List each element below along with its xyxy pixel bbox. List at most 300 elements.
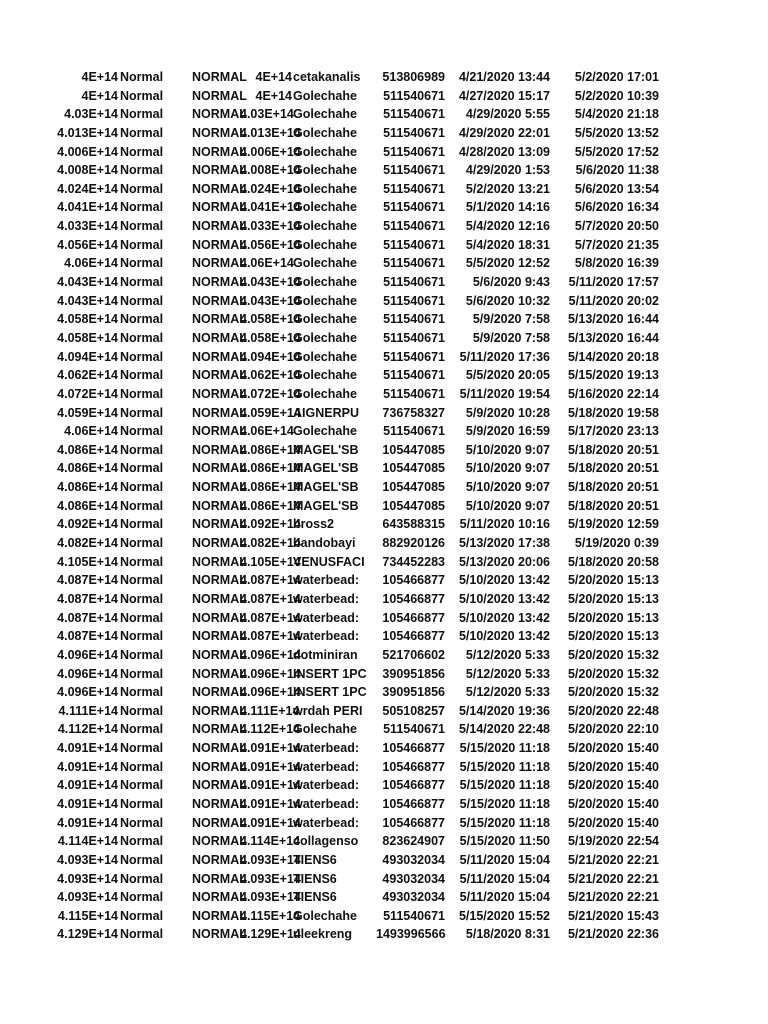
number-cell: 511540671 <box>383 312 445 327</box>
start-date-cell: 4/21/2020 13:44 <box>458 70 550 84</box>
reference-id-cell: 4.086E+14 <box>240 461 301 476</box>
start-date-cell: 5/18/2020 8:31 <box>465 927 550 942</box>
start-date-cell: 5/9/2020 7:58 <box>472 312 550 327</box>
order-id-cell: 4.056E+14 <box>57 237 118 252</box>
reference-id-cell: 4.072E+14 <box>240 386 301 401</box>
number-cell: 511540671 <box>383 163 445 178</box>
type-cell: NORMAL <box>192 591 247 606</box>
reference-id-cell: 4.092E+14 <box>240 517 301 532</box>
status-cell: Normal <box>120 647 164 662</box>
status-cell: Normal <box>120 219 164 234</box>
reference-id-cell: 4.091E+14 <box>240 759 301 774</box>
order-id-cell: 4.041E+14 <box>57 200 118 215</box>
product-name-cell: TIENS6 <box>293 890 337 905</box>
status-cell: Normal <box>120 703 164 718</box>
number-cell: 105466877 <box>382 759 445 774</box>
status-cell: Normal <box>120 405 164 420</box>
table-row <box>0 907 768 926</box>
product-name-cell: Golechahe <box>293 722 357 737</box>
end-date-cell: 5/20/2020 22:10 <box>567 722 659 737</box>
status-cell: Normal <box>120 200 164 215</box>
product-name-cell: waterbead: <box>293 815 359 830</box>
table-row <box>0 441 768 460</box>
table-row <box>0 571 768 590</box>
reference-id-cell: 4.086E+14 <box>240 480 301 495</box>
number-cell: 643588315 <box>382 517 445 532</box>
product-name-cell: MAGEL'SB <box>293 480 359 495</box>
end-date-cell: 5/4/2020 21:18 <box>574 107 659 122</box>
type-cell: NORMAL <box>192 610 247 625</box>
product-name-cell: dotminiran <box>293 647 358 662</box>
table-row <box>0 422 768 441</box>
reference-id-cell: 4.105E+14 <box>240 554 301 569</box>
order-id-cell: 4.086E+14 <box>57 498 118 513</box>
reference-id-cell: 4.059E+14 <box>240 405 301 420</box>
order-id-cell: 4.086E+14 <box>57 442 118 457</box>
product-name-cell: wrdah PERI <box>293 703 363 718</box>
reference-id-cell: 4.091E+14 <box>240 778 301 793</box>
type-cell: NORMAL <box>192 200 247 215</box>
status-cell: Normal <box>120 386 164 401</box>
order-id-cell: 4.093E+14 <box>57 871 118 886</box>
reference-id-cell: 4.03E+14 <box>240 107 294 122</box>
table-row <box>0 292 768 311</box>
reference-id-cell: 4.129E+14 <box>240 927 301 942</box>
number-cell: 105466877 <box>382 815 445 830</box>
table-row <box>0 404 768 423</box>
type-cell: NORMAL <box>192 573 247 588</box>
product-name-cell: Golechahe <box>293 275 357 290</box>
end-date-cell: 5/19/2020 0:39 <box>574 536 659 551</box>
table-row <box>0 534 768 553</box>
reference-id-cell: 4.06E+14 <box>240 424 294 439</box>
table-row <box>0 329 768 348</box>
number-cell: 390951856 <box>382 685 445 700</box>
product-name-cell: Golechahe <box>293 349 357 364</box>
table-row <box>0 739 768 758</box>
type-cell: NORMAL <box>192 70 247 84</box>
start-date-cell: 4/27/2020 15:17 <box>458 88 550 103</box>
number-cell: 513806989 <box>382 70 445 84</box>
table-row <box>0 888 768 907</box>
order-id-cell: 4E+14 <box>81 88 118 103</box>
reference-id-cell: 4.024E+14 <box>240 181 301 196</box>
status-cell: Normal <box>120 536 164 551</box>
type-cell: NORMAL <box>192 237 247 252</box>
end-date-cell: 5/20/2020 22:48 <box>567 703 659 718</box>
status-cell: Normal <box>120 256 164 271</box>
type-cell: NORMAL <box>192 293 247 308</box>
order-id-cell: 4.082E+14 <box>57 536 118 551</box>
number-cell: 511540671 <box>383 107 445 122</box>
status-cell: Normal <box>120 144 164 159</box>
type-cell: NORMAL <box>192 163 247 178</box>
reference-id-cell: 4.086E+14 <box>240 498 301 513</box>
product-name-cell: waterbead: <box>293 778 359 793</box>
start-date-cell: 5/10/2020 9:07 <box>465 480 550 495</box>
order-id-cell: 4.013E+14 <box>57 125 118 140</box>
end-date-cell: 5/18/2020 20:51 <box>567 461 659 476</box>
table-row <box>0 497 768 516</box>
product-name-cell: waterbead: <box>293 796 359 811</box>
order-id-cell: 4.06E+14 <box>64 256 118 271</box>
product-name-cell: MAGEL'SB <box>293 442 359 457</box>
table-row <box>0 348 768 367</box>
type-cell: NORMAL <box>192 517 247 532</box>
type-cell: NORMAL <box>192 629 247 644</box>
reference-id-cell: 4.06E+14 <box>240 256 294 271</box>
number-cell: 511540671 <box>383 424 445 439</box>
start-date-cell: 5/10/2020 9:07 <box>465 461 550 476</box>
start-date-cell: 5/6/2020 9:43 <box>472 275 550 290</box>
order-id-cell: 4.043E+14 <box>57 293 118 308</box>
reference-id-cell: 4.013E+14 <box>240 125 301 140</box>
product-name-cell: bandobayi <box>293 536 356 551</box>
order-id-cell: 4.091E+14 <box>57 778 118 793</box>
table-row <box>0 273 768 292</box>
end-date-cell: 5/21/2020 22:36 <box>567 927 659 942</box>
table-row <box>0 180 768 199</box>
type-cell: NORMAL <box>192 908 247 923</box>
product-name-cell: Golechahe <box>293 908 357 923</box>
type-cell: NORMAL <box>192 219 247 234</box>
end-date-cell: 5/17/2020 23:13 <box>567 424 659 439</box>
reference-id-cell: 4.093E+14 <box>240 890 301 905</box>
type-cell: NORMAL <box>192 852 247 867</box>
end-date-cell: 5/13/2020 16:44 <box>567 312 659 327</box>
table-row <box>0 124 768 143</box>
number-cell: 511540671 <box>383 88 445 103</box>
type-cell: NORMAL <box>192 256 247 271</box>
number-cell: 493032034 <box>382 852 445 867</box>
order-id-cell: 4.058E+14 <box>57 312 118 327</box>
order-id-cell: 4.024E+14 <box>57 181 118 196</box>
product-name-cell: waterbead: <box>293 610 359 625</box>
reference-id-cell: 4.091E+14 <box>240 796 301 811</box>
start-date-cell: 5/15/2020 11:18 <box>459 741 550 756</box>
table-row <box>0 105 768 124</box>
order-id-cell: 4.06E+14 <box>64 424 118 439</box>
product-name-cell: waterbead: <box>293 759 359 774</box>
end-date-cell: 5/11/2020 20:02 <box>568 293 659 308</box>
type-cell: NORMAL <box>192 536 247 551</box>
reference-id-cell: 4.033E+14 <box>240 219 301 234</box>
start-date-cell: 5/12/2020 5:33 <box>465 685 550 700</box>
status-cell: Normal <box>120 685 164 700</box>
end-date-cell: 5/13/2020 16:44 <box>567 330 659 345</box>
number-cell: 105466877 <box>382 591 445 606</box>
start-date-cell: 5/15/2020 11:50 <box>459 834 550 849</box>
product-name-cell: waterbead: <box>293 573 359 588</box>
product-name-cell: MAGEL'SB <box>293 461 359 476</box>
status-cell: Normal <box>120 871 164 886</box>
end-date-cell: 5/15/2020 19:13 <box>567 368 659 383</box>
table-row <box>0 702 768 721</box>
number-cell: 511540671 <box>383 293 445 308</box>
number-cell: 882920126 <box>382 536 445 551</box>
type-cell: NORMAL <box>192 480 247 495</box>
table-row <box>0 198 768 217</box>
start-date-cell: 5/11/2020 15:04 <box>459 890 550 905</box>
order-id-cell: 4.091E+14 <box>57 796 118 811</box>
reference-id-cell: 4.058E+14 <box>240 312 301 327</box>
product-name-cell: bross2 <box>293 517 334 532</box>
type-cell: NORMAL <box>192 722 247 737</box>
end-date-cell: 5/21/2020 15:43 <box>567 908 659 923</box>
product-name-cell: Golechahe <box>293 330 357 345</box>
table-row <box>0 217 768 236</box>
start-date-cell: 5/2/2020 13:21 <box>465 181 550 196</box>
status-cell: Normal <box>120 330 164 345</box>
type-cell: NORMAL <box>192 275 247 290</box>
status-cell: Normal <box>120 461 164 476</box>
reference-id-cell: 4E+14 <box>255 70 292 84</box>
number-cell: 511540671 <box>383 386 445 401</box>
status-cell: Normal <box>120 424 164 439</box>
order-id-cell: 4.111E+14 <box>58 703 118 718</box>
order-id-cell: 4.008E+14 <box>57 163 118 178</box>
table-row <box>0 683 768 702</box>
number-cell: 390951856 <box>382 666 445 681</box>
end-date-cell: 5/21/2020 22:21 <box>567 890 659 905</box>
product-name-cell: TIENS6 <box>293 871 337 886</box>
table-row <box>0 851 768 870</box>
table-row <box>0 310 768 329</box>
number-cell: 511540671 <box>383 219 445 234</box>
reference-id-cell: 4.086E+14 <box>240 442 301 457</box>
number-cell: 736758327 <box>382 405 445 420</box>
order-id-cell: 4E+14 <box>81 70 118 84</box>
table-row <box>0 254 768 273</box>
order-id-cell: 4.087E+14 <box>57 629 118 644</box>
start-date-cell: 5/14/2020 22:48 <box>458 722 550 737</box>
type-cell: NORMAL <box>192 703 247 718</box>
type-cell: NORMAL <box>192 125 247 140</box>
order-id-cell: 4.087E+14 <box>57 591 118 606</box>
table-row <box>0 646 768 665</box>
status-cell: Normal <box>120 312 164 327</box>
start-date-cell: 5/10/2020 13:42 <box>458 573 550 588</box>
number-cell: 734452283 <box>382 554 445 569</box>
number-cell: 511540671 <box>383 125 445 140</box>
number-cell: 105447085 <box>382 480 445 495</box>
reference-id-cell: 4.056E+14 <box>240 237 301 252</box>
reference-id-cell: 4.006E+14 <box>240 144 301 159</box>
start-date-cell: 5/13/2020 17:38 <box>458 536 550 551</box>
start-date-cell: 5/10/2020 13:42 <box>458 591 550 606</box>
end-date-cell: 5/20/2020 15:40 <box>567 759 659 774</box>
table-row <box>0 776 768 795</box>
reference-id-cell: 4E+14 <box>255 88 292 103</box>
end-date-cell: 5/16/2020 22:14 <box>567 386 659 401</box>
reference-id-cell: 4.043E+14 <box>240 293 301 308</box>
end-date-cell: 5/5/2020 17:52 <box>574 144 659 159</box>
table-row <box>0 590 768 609</box>
product-name-cell: collagenso <box>293 834 359 849</box>
end-date-cell: 5/18/2020 20:51 <box>567 480 659 495</box>
product-name-cell: Golechahe <box>293 144 357 159</box>
number-cell: 511540671 <box>383 349 445 364</box>
table-row <box>0 515 768 534</box>
end-date-cell: 5/21/2020 22:21 <box>567 852 659 867</box>
reference-id-cell: 4.094E+14 <box>240 349 301 364</box>
order-id-cell: 4.096E+14 <box>57 685 118 700</box>
status-cell: Normal <box>120 125 164 140</box>
status-cell: Normal <box>120 778 164 793</box>
status-cell: Normal <box>120 275 164 290</box>
order-id-cell: 4.092E+14 <box>57 517 118 532</box>
product-name-cell: Golechahe <box>293 424 357 439</box>
reference-id-cell: 4.096E+14 <box>240 666 301 681</box>
order-id-cell: 4.091E+14 <box>57 741 118 756</box>
end-date-cell: 5/18/2020 20:51 <box>567 498 659 513</box>
start-date-cell: 5/5/2020 20:05 <box>465 368 550 383</box>
start-date-cell: 4/29/2020 1:53 <box>465 163 550 178</box>
type-cell: NORMAL <box>192 796 247 811</box>
product-name-cell: Golechahe <box>293 181 357 196</box>
product-name-cell: AIGNERPU <box>293 405 359 420</box>
type-cell: NORMAL <box>192 442 247 457</box>
reference-id-cell: 4.111E+14 <box>240 703 300 718</box>
reference-id-cell: 4.093E+14 <box>240 871 301 886</box>
type-cell: NORMAL <box>192 890 247 905</box>
table-row <box>0 143 768 162</box>
status-cell: Normal <box>120 554 164 569</box>
status-cell: Normal <box>120 70 164 84</box>
product-name-cell: Golechahe <box>293 107 357 122</box>
product-name-cell: MAGEL'SB <box>293 498 359 513</box>
number-cell: 823624907 <box>382 834 445 849</box>
table-row <box>0 720 768 739</box>
start-date-cell: 5/15/2020 11:18 <box>459 815 550 830</box>
type-cell: NORMAL <box>192 834 247 849</box>
order-id-cell: 4.006E+14 <box>57 144 118 159</box>
type-cell: NORMAL <box>192 498 247 513</box>
end-date-cell: 5/5/2020 13:52 <box>574 125 659 140</box>
start-date-cell: 5/15/2020 11:18 <box>459 796 550 811</box>
status-cell: Normal <box>120 181 164 196</box>
table-row <box>0 814 768 833</box>
status-cell: Normal <box>120 480 164 495</box>
number-cell: 105466877 <box>382 573 445 588</box>
reference-id-cell: 4.082E+14 <box>240 536 301 551</box>
type-cell: NORMAL <box>192 741 247 756</box>
number-cell: 511540671 <box>383 237 445 252</box>
order-id-cell: 4.091E+14 <box>57 759 118 774</box>
number-cell: 511540671 <box>383 722 445 737</box>
reference-id-cell: 4.087E+14 <box>240 573 301 588</box>
status-cell: Normal <box>120 852 164 867</box>
reference-id-cell: 4.041E+14 <box>240 200 301 215</box>
order-id-cell: 4.096E+14 <box>57 666 118 681</box>
number-cell: 105447085 <box>382 498 445 513</box>
order-id-cell: 4.093E+14 <box>57 852 118 867</box>
end-date-cell: 5/14/2020 20:18 <box>567 349 659 364</box>
end-date-cell: 5/20/2020 15:32 <box>567 647 659 662</box>
number-cell: 511540671 <box>383 330 445 345</box>
end-date-cell: 5/20/2020 15:13 <box>567 629 659 644</box>
product-name-cell: Golechahe <box>293 293 357 308</box>
order-id-cell: 4.033E+14 <box>57 219 118 234</box>
table-row <box>0 795 768 814</box>
type-cell: NORMAL <box>192 927 247 942</box>
start-date-cell: 4/28/2020 13:09 <box>458 144 550 159</box>
start-date-cell: 5/6/2020 10:32 <box>465 293 550 308</box>
product-name-cell: Golechahe <box>293 237 357 252</box>
type-cell: NORMAL <box>192 461 247 476</box>
status-cell: Normal <box>120 573 164 588</box>
start-date-cell: 4/29/2020 22:01 <box>458 125 550 140</box>
end-date-cell: 5/2/2020 17:01 <box>574 70 659 84</box>
number-cell: 493032034 <box>382 890 445 905</box>
reference-id-cell: 4.087E+14 <box>240 629 301 644</box>
end-date-cell: 5/11/2020 17:57 <box>568 275 659 290</box>
status-cell: Normal <box>120 368 164 383</box>
start-date-cell: 5/10/2020 9:07 <box>465 442 550 457</box>
table-row <box>0 553 768 572</box>
table-row <box>0 459 768 478</box>
start-date-cell: 5/5/2020 12:52 <box>465 256 550 271</box>
status-cell: Normal <box>120 88 164 103</box>
order-id-cell: 4.062E+14 <box>57 368 118 383</box>
product-name-cell: INSERT 1PC <box>293 685 367 700</box>
start-date-cell: 5/9/2020 10:28 <box>465 405 550 420</box>
end-date-cell: 5/6/2020 13:54 <box>574 181 659 196</box>
status-cell: Normal <box>120 927 164 942</box>
table-row <box>0 161 768 180</box>
number-cell: 511540671 <box>383 200 445 215</box>
end-date-cell: 5/2/2020 10:39 <box>574 88 659 103</box>
start-date-cell: 5/15/2020 11:18 <box>459 759 550 774</box>
type-cell: NORMAL <box>192 107 247 122</box>
table-row <box>0 478 768 497</box>
type-cell: NORMAL <box>192 871 247 886</box>
order-id-cell: 4.096E+14 <box>57 647 118 662</box>
order-id-cell: 4.112E+14 <box>57 722 118 737</box>
reference-id-cell: 4.058E+14 <box>240 330 301 345</box>
number-cell: 105447085 <box>382 442 445 457</box>
start-date-cell: 5/9/2020 7:58 <box>472 330 550 345</box>
order-id-cell: 4.072E+14 <box>57 386 118 401</box>
end-date-cell: 5/8/2020 16:39 <box>574 256 659 271</box>
table-row <box>0 758 768 777</box>
end-date-cell: 5/6/2020 11:38 <box>575 163 659 178</box>
end-date-cell: 5/6/2020 16:34 <box>574 200 659 215</box>
product-name-cell: Golechahe <box>293 256 357 271</box>
status-cell: Normal <box>120 107 164 122</box>
start-date-cell: 5/9/2020 16:59 <box>465 424 550 439</box>
status-cell: Normal <box>120 163 164 178</box>
product-name-cell: Golechahe <box>293 200 357 215</box>
table-row <box>0 870 768 889</box>
order-id-cell: 4.105E+14 <box>57 554 118 569</box>
number-cell: 493032034 <box>382 871 445 886</box>
end-date-cell: 5/20/2020 15:13 <box>567 610 659 625</box>
status-cell: Normal <box>120 666 164 681</box>
number-cell: 511540671 <box>383 256 445 271</box>
order-id-cell: 4.058E+14 <box>57 330 118 345</box>
order-id-cell: 4.03E+14 <box>64 107 118 122</box>
order-id-cell: 4.043E+14 <box>57 275 118 290</box>
end-date-cell: 5/20/2020 15:40 <box>567 778 659 793</box>
number-cell: 105447085 <box>382 461 445 476</box>
reference-id-cell: 4.091E+14 <box>240 741 301 756</box>
status-cell: Normal <box>120 796 164 811</box>
type-cell: NORMAL <box>192 88 247 103</box>
type-cell: NORMAL <box>192 647 247 662</box>
product-name-cell: Golechahe <box>293 368 357 383</box>
end-date-cell: 5/18/2020 20:51 <box>567 442 659 457</box>
